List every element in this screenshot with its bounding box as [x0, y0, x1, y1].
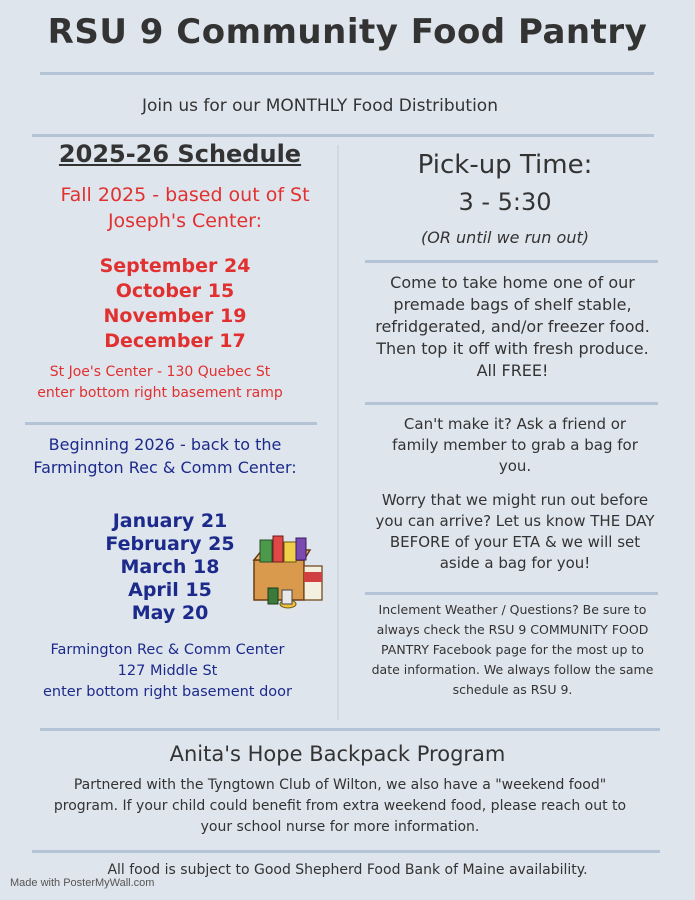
fall-date: September 24: [99, 255, 251, 277]
subtitle: Join us for our MONTHLY Food Distribution: [142, 96, 498, 116]
winter-heading: Beginning 2026 - back to the Farmington Rec & Comm Center:: [33, 435, 297, 477]
fall-location-entrance: enter bottom right basement ramp: [37, 385, 283, 401]
info-weather: Inclement Weather / Questions? Be sure to always check the RSU 9 COMMUNITY FOOD PANTRY Facebook page for the most up to date information. We always follow the same schedule as RSU 9.: [371, 602, 654, 697]
fall-date: October 15: [115, 280, 235, 302]
right-divider-3: [365, 592, 658, 595]
fall-date: December 17: [104, 330, 246, 352]
winter-date: March 18: [120, 556, 220, 578]
winter-location-address: 127 Middle St: [117, 663, 218, 679]
schedule-heading: 2025-26 Schedule: [58, 140, 302, 168]
winter-date: April 15: [128, 579, 212, 601]
fall-date: November 19: [103, 305, 247, 327]
backpack-divider: [40, 728, 660, 731]
fall-heading: Fall 2025 - based out of St Joseph's Center:: [60, 184, 310, 232]
right-divider-1: [365, 260, 658, 263]
grocery-box-icon: [248, 532, 330, 612]
pickup-title: Pick-up Time:: [417, 150, 593, 180]
title-divider: [40, 72, 654, 75]
column-divider: [337, 145, 339, 720]
winter-date: May 20: [131, 602, 209, 624]
winter-location-entrance: enter bottom right basement door: [42, 684, 293, 700]
right-divider-2: [365, 402, 658, 405]
page-title: RSU 9 Community Food Pantry: [47, 12, 648, 52]
backpack-title: Anita's Hope Backpack Program: [169, 742, 506, 766]
footer-note: All food is subject to Good Shepherd Food Bank of Maine availability.: [107, 862, 588, 878]
left-divider: [25, 422, 317, 425]
watermark: Made with PosterMyWall.com: [10, 877, 155, 889]
pickup-note: (OR until we run out): [421, 228, 589, 247]
footer-divider: [32, 850, 660, 853]
pickup-time: 3 - 5:30: [458, 188, 552, 216]
backpack-body: Partnered with the Tyngtown Club of Wilton, we also have a "weekend food" program. If your child could benefit from extra weekend food, please reach out to your school nurse for more information.: [53, 777, 627, 835]
info-friend: Can't make it? Ask a friend or family member to grab a bag for you.: [392, 415, 638, 475]
winter-location-name: Farmington Rec & Comm Center: [50, 642, 285, 658]
info-bags: Come to take home one of our premade bags of shelf stable, refridgerated, and/or freezer food. Then top it off with fresh produce. All FREE!: [375, 273, 650, 380]
subtitle-divider: [32, 134, 654, 137]
info-reserve: Worry that we might run out before you can arrive? Let us know THE DAY BEFORE of your ETA & we will set aside a bag for you!: [375, 491, 655, 572]
winter-location: [10, 640, 325, 703]
fall-location: [10, 362, 310, 404]
fall-dates: [30, 254, 320, 354]
fall-location-address: St Joe's Center - 130 Quebec St: [49, 364, 271, 380]
winter-date: February 25: [105, 533, 235, 555]
winter-date: January 21: [112, 510, 228, 532]
